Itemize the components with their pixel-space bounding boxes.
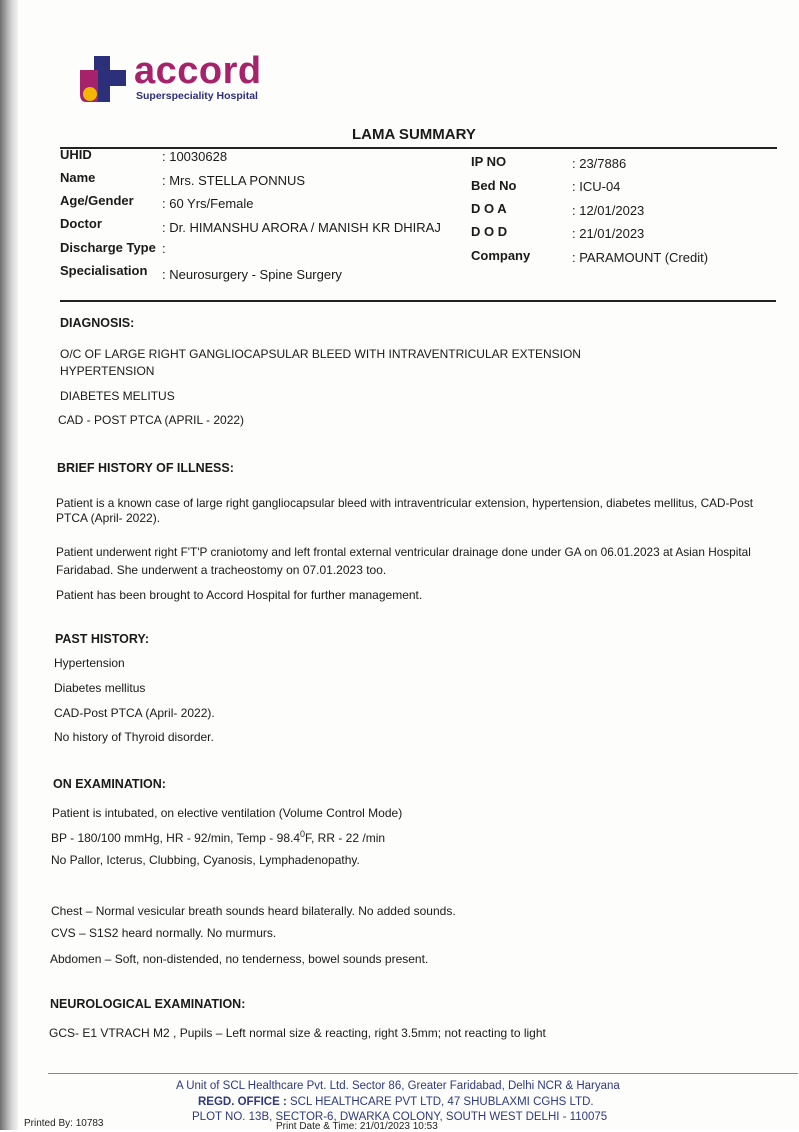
diagnosis-line: HYPERTENSION [60, 364, 155, 378]
footer-unit: A Unit of SCL Healthcare Pvt. Ltd. Sector 86, Greater Faridabad, Delhi NCR & Haryana [176, 1080, 620, 1092]
hospital-subtitle: Superspeciality Hospital [136, 90, 258, 102]
document-title: LAMA SUMMARY [352, 126, 476, 143]
doctor-label: Doctor [60, 216, 102, 231]
past-history-line: No history of Thyroid disorder. [54, 730, 214, 744]
diagnosis-line: CAD - POST PTCA (APRIL - 2022) [58, 413, 245, 427]
neuro-line: GCS- E1 VTRACH M2 , Pupils – Left normal size & reacting, right 3.5mm; not reacting to light [49, 1026, 546, 1040]
footer-plot: PLOT NO. 13B, SECTOR-6, DWARKA COLONY, SOUTH WEST DELHI - 110075 [192, 1111, 608, 1123]
specialisation-label: Specialisation [60, 263, 148, 278]
age-gender-label: Age/Gender [60, 193, 134, 208]
past-history-line: Diabetes mellitus [54, 681, 146, 695]
history-line: Patient underwent right F'T'P craniotomy and left frontal external ventricular drainage done under GA on 06.01.2023 at Asian Hospital [56, 545, 751, 559]
vitals-prefix: BP - 180/100 mmHg, HR - 92/min, Temp - 98.4 [51, 831, 300, 845]
name-value: : Mrs. STELLA PONNUS [162, 173, 306, 188]
footer-rule [48, 1073, 798, 1074]
footer-regd-label: REGD. OFFICE : [198, 1096, 287, 1108]
history-heading: BRIEF HISTORY OF ILLNESS: [57, 461, 234, 475]
header-rule [60, 300, 776, 302]
systemic-line: CVS – S1S2 heard normally. No murmurs. [51, 926, 277, 940]
diagnosis-line: O/C OF LARGE RIGHT GANGLIOCAPSULAR BLEED WITH INTRAVENTRICULAR EXTENSION [60, 347, 581, 361]
discharge-type-value: : [162, 241, 166, 256]
bed-no-label: Bed No [471, 178, 517, 193]
uhid-label: UHID [60, 147, 92, 162]
print-date: Print Date & Time: 21/01/2023 10:53 [276, 1121, 438, 1132]
vitals-suffix: F, RR - 22 /min [305, 831, 386, 845]
diagnosis-line: DIABETES MELITUS [60, 389, 175, 403]
neuro-heading: NEUROLOGICAL EXAMINATION: [50, 997, 246, 1011]
history-line: PTCA (April- 2022). [56, 511, 161, 525]
dod-value: : 21/01/2023 [572, 226, 645, 241]
hospital-name: accord [134, 50, 262, 92]
company-label: Company [471, 248, 531, 263]
name-label: Name [60, 170, 96, 185]
accord-cross-icon [78, 54, 128, 104]
history-line: Patient has been brought to Accord Hospital for further management. [56, 588, 423, 602]
vitals-line [51, 829, 385, 845]
doa-label: D O A [471, 201, 507, 216]
past-history-line: CAD-Post PTCA (April- 2022). [54, 706, 215, 720]
discharge-type-label: Discharge Type [60, 240, 156, 255]
vitals-degree: 0 [300, 829, 306, 839]
dod-label: D O D [471, 224, 508, 239]
uhid-value: : 10030628 [162, 149, 228, 164]
examination-heading: ON EXAMINATION: [53, 777, 166, 791]
ip-no-value: : 23/7886 [572, 156, 627, 171]
specialisation-value: : Neurosurgery - Spine Surgery [162, 267, 342, 282]
scan-edge-shadow [0, 0, 18, 1130]
systemic-line: Abdomen – Soft, non-distended, no tenderness, bowel sounds present. [50, 952, 429, 966]
footer-regd-text: SCL HEALTHCARE PVT LTD, 47 SHUBLAXMI CGHS LTD. [290, 1096, 594, 1108]
past-history-heading: PAST HISTORY: [55, 632, 149, 646]
systemic-line: Chest – Normal vesicular breath sounds heard bilaterally. No added sounds. [51, 904, 456, 918]
doctor-value: : Dr. HIMANSHU ARORA / MANISH KR DHIRAJ [162, 220, 441, 235]
history-line: Faridabad. She underwent a tracheostomy on 07.01.2023 too. [56, 563, 387, 577]
history-line: Patient is a known case of large right gangliocapsular bleed with intraventricular extension, hypertension, diabetes mellitus, CAD-Post [56, 496, 754, 510]
bed-no-value: : ICU-04 [572, 179, 621, 194]
age-gender-value: : 60 Yrs/Female [162, 196, 254, 211]
diagnosis-heading: DIAGNOSIS: [60, 316, 135, 330]
printed-by: Printed By: 10783 [24, 1118, 104, 1129]
hospital-logo [78, 52, 278, 108]
footer-regd [198, 1096, 594, 1108]
examination-line: No Pallor, Icterus, Clubbing, Cyanosis, Lymphadenopathy. [51, 853, 360, 867]
company-value: : PARAMOUNT (Credit) [572, 250, 709, 265]
ip-no-label: IP NO [471, 154, 507, 169]
examination-line: Patient is intubated, on elective ventilation (Volume Control Mode) [52, 806, 403, 820]
doa-value: : 12/01/2023 [572, 203, 645, 218]
past-history-line: Hypertension [54, 656, 125, 670]
